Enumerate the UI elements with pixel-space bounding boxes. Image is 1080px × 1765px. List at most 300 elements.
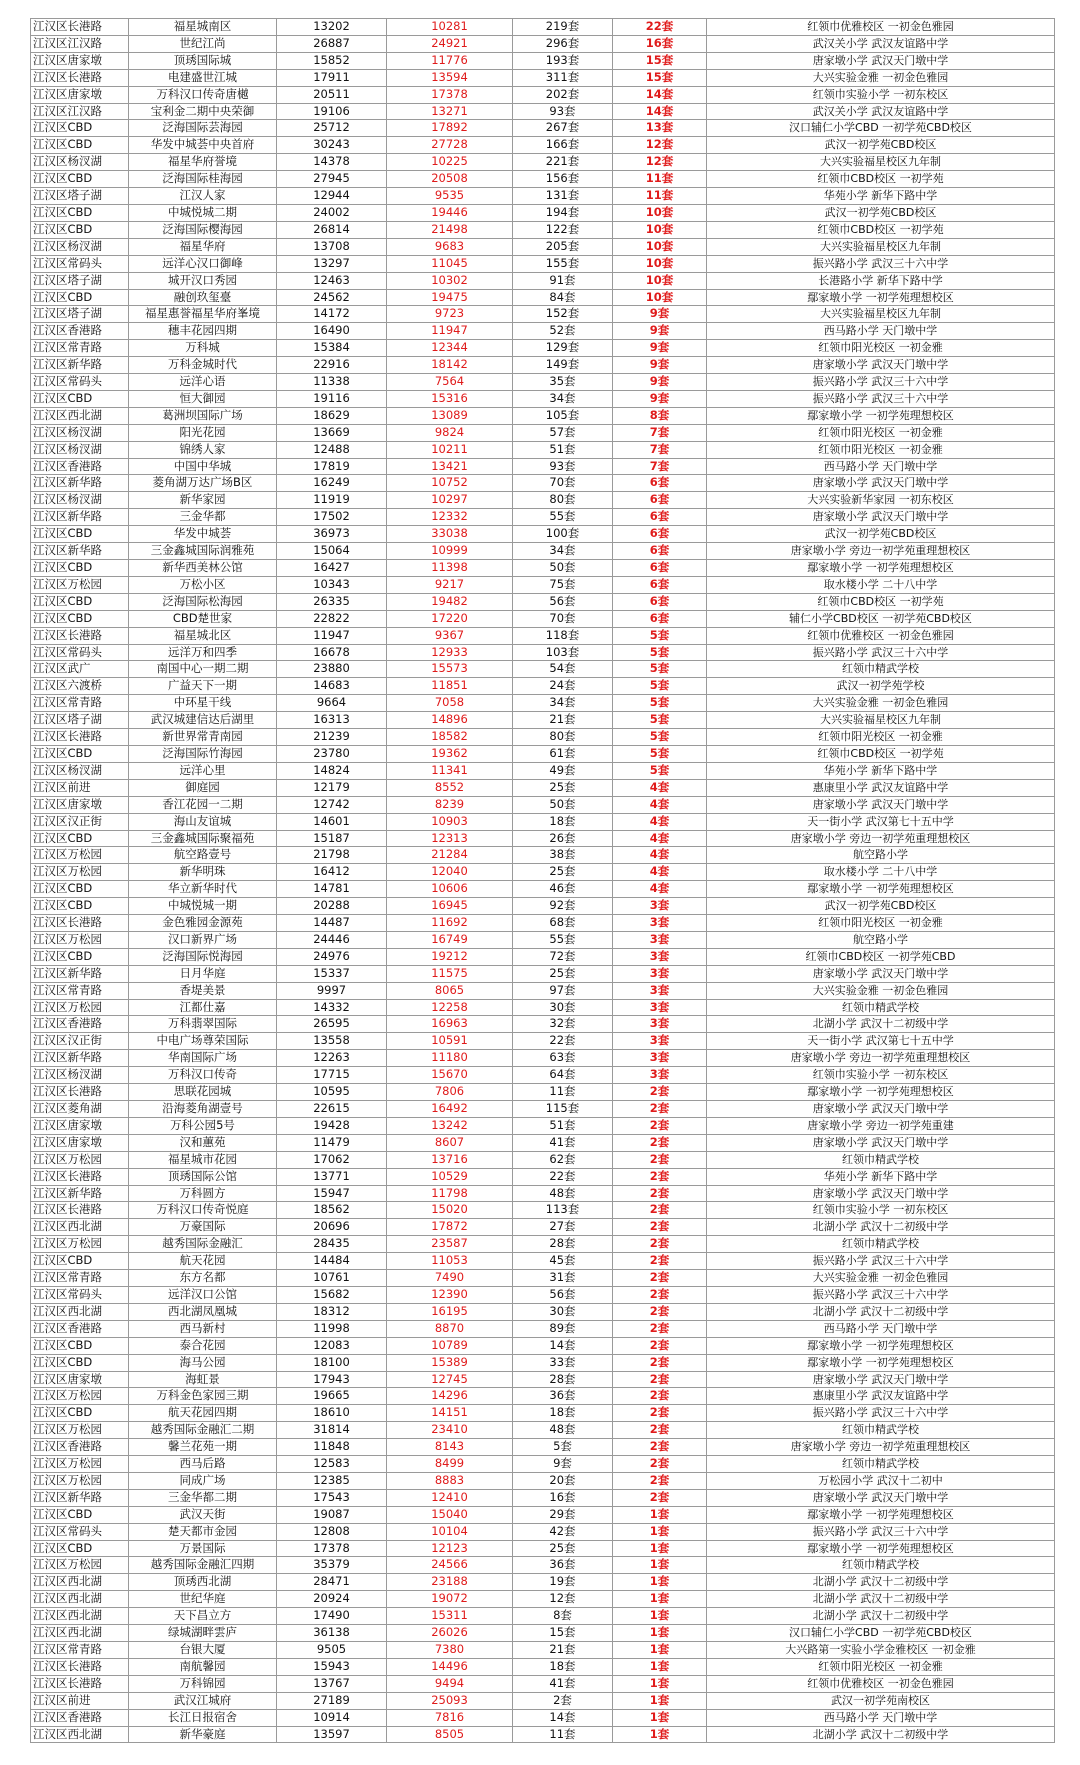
school-cell: 振兴路小学 武汉三十六中学 [707,255,1055,272]
table-row [31,1084,1055,1101]
community-cell: 越秀国际金融汇 [129,1236,277,1253]
deal-count-cell: 9套 [613,340,707,357]
table-row [31,1337,1055,1354]
school-cell: 鄢家墩小学 一初学苑理想校区 [707,1084,1055,1101]
district-cell: 江汉区长港路 [31,729,129,746]
listing-price-cell: 9997 [277,982,387,999]
school-cell: 北湖小学 武汉十二初级中学 [707,1726,1055,1743]
listing-count-cell: 26套 [513,830,613,847]
deal-count-cell: 7套 [613,458,707,475]
table-row [31,374,1055,391]
community-cell: 泛海国际竹海园 [129,745,277,762]
school-cell: 大兴实验福星校区九年制 [707,154,1055,171]
school-cell: 振兴路小学 武汉三十六中学 [707,644,1055,661]
table-row [31,745,1055,762]
listing-price-cell: 18629 [277,407,387,424]
district-cell: 江汉区菱角湖 [31,1101,129,1118]
deal-price-cell: 12332 [387,509,513,526]
school-cell: 大兴实验金雅 一初金色雅园 [707,982,1055,999]
deal-price-cell: 12745 [387,1371,513,1388]
table-row [31,864,1055,881]
district-cell: 江汉区新华路 [31,357,129,374]
deal-price-cell: 25093 [387,1692,513,1709]
deal-count-cell: 4套 [613,779,707,796]
community-cell: 世纪华庭 [129,1591,277,1608]
school-cell: 华苑小学 新华下路中学 [707,188,1055,205]
table-row [31,137,1055,154]
district-cell: 江汉区万松园 [31,1236,129,1253]
listing-count-cell: 21套 [513,712,613,729]
listing-price-cell: 12083 [277,1337,387,1354]
deal-count-cell: 2套 [613,1084,707,1101]
deal-price-cell: 8607 [387,1134,513,1151]
deal-count-cell: 2套 [613,1117,707,1134]
community-cell: 日月华庭 [129,965,277,982]
district-cell: 江汉区长港路 [31,1168,129,1185]
deal-price-cell: 7058 [387,695,513,712]
table-row [31,1151,1055,1168]
table-row [31,390,1055,407]
school-cell: 鄢家墩小学 一初学苑理想校区 [707,881,1055,898]
listing-count-cell: 33套 [513,1354,613,1371]
district-cell: 江汉区CBD [31,745,129,762]
school-cell: 红领巾实验小学 一初东校区 [707,1067,1055,1084]
listing-count-cell: 122套 [513,221,613,238]
deal-price-cell: 21284 [387,847,513,864]
community-cell: 顶琇国际公馆 [129,1168,277,1185]
deal-price-cell: 20508 [387,171,513,188]
deal-count-cell: 2套 [613,1101,707,1118]
listing-count-cell: 205套 [513,238,613,255]
listing-price-cell: 18562 [277,1202,387,1219]
deal-price-cell: 7380 [387,1642,513,1659]
school-cell: 西马路小学 天门墩中学 [707,1709,1055,1726]
deal-count-cell: 1套 [613,1625,707,1642]
table-row [31,1303,1055,1320]
listing-count-cell: 9套 [513,1456,613,1473]
listing-count-cell: 97套 [513,982,613,999]
deal-count-cell: 1套 [613,1591,707,1608]
school-cell: 鄢家墩小学 一初学苑理想校区 [707,1337,1055,1354]
deal-count-cell: 1套 [613,1608,707,1625]
community-cell: 海马公园 [129,1354,277,1371]
deal-price-cell: 15573 [387,661,513,678]
deal-count-cell: 2套 [613,1151,707,1168]
table-row [31,1202,1055,1219]
deal-price-cell: 13089 [387,407,513,424]
deal-price-cell: 10281 [387,19,513,36]
school-cell: 西马路小学 天门墩中学 [707,323,1055,340]
deal-price-cell: 15020 [387,1202,513,1219]
listing-count-cell: 70套 [513,610,613,627]
listing-price-cell: 15064 [277,543,387,560]
community-cell: 西马新村 [129,1320,277,1337]
community-cell: 万科金城时代 [129,357,277,374]
listing-count-cell: 152套 [513,306,613,323]
listing-count-cell: 91套 [513,272,613,289]
deal-count-cell: 2套 [613,1303,707,1320]
listing-count-cell: 15套 [513,1625,613,1642]
district-cell: 江汉区汉正街 [31,813,129,830]
table-row [31,69,1055,86]
listing-price-cell: 12742 [277,796,387,813]
deal-count-cell: 5套 [613,695,707,712]
deal-count-cell: 6套 [613,492,707,509]
listing-price-cell: 20696 [277,1219,387,1236]
table-row [31,52,1055,69]
community-cell: 汉和蕙苑 [129,1134,277,1151]
listing-price-cell: 31814 [277,1422,387,1439]
listing-count-cell: 22套 [513,1033,613,1050]
district-cell: 江汉区西北湖 [31,1591,129,1608]
table-row [31,965,1055,982]
listing-price-cell: 26814 [277,221,387,238]
deal-price-cell: 11692 [387,915,513,932]
school-cell: 红领巾阳光校区 一初金雅 [707,424,1055,441]
district-cell: 江汉区万松园 [31,576,129,593]
listing-count-cell: 57套 [513,424,613,441]
deal-count-cell: 2套 [613,1270,707,1287]
community-cell: 绿城湖畔雲庐 [129,1625,277,1642]
deal-count-cell: 13套 [613,120,707,137]
deal-count-cell: 2套 [613,1337,707,1354]
deal-count-cell: 4套 [613,847,707,864]
deal-count-cell: 9套 [613,357,707,374]
deal-count-cell: 2套 [613,1134,707,1151]
community-cell: 武汉天街 [129,1506,277,1523]
deal-count-cell: 11套 [613,188,707,205]
listing-price-cell: 13297 [277,255,387,272]
school-cell: 鄢家墩小学 一初学苑理想校区 [707,1354,1055,1371]
listing-count-cell: 18套 [513,1405,613,1422]
listing-price-cell: 24002 [277,204,387,221]
deal-count-cell: 4套 [613,813,707,830]
district-cell: 江汉区新华路 [31,1489,129,1506]
table-row [31,441,1055,458]
deal-price-cell: 9535 [387,188,513,205]
district-cell: 江汉区香港路 [31,1320,129,1337]
deal-price-cell: 11398 [387,560,513,577]
table-row [31,526,1055,543]
listing-count-cell: 34套 [513,695,613,712]
deal-count-cell: 7套 [613,441,707,458]
deal-count-cell: 1套 [613,1540,707,1557]
deal-price-cell: 10591 [387,1033,513,1050]
community-cell: 中国中华城 [129,458,277,475]
listing-count-cell: 129套 [513,340,613,357]
deal-price-cell: 13594 [387,69,513,86]
deal-price-cell: 11776 [387,52,513,69]
district-cell: 江汉区唐家墩 [31,52,129,69]
listing-count-cell: 219套 [513,19,613,36]
table-row [31,1354,1055,1371]
community-cell: 武汉城建信达后湖里 [129,712,277,729]
deal-count-cell: 3套 [613,898,707,915]
district-cell: 江汉区万松园 [31,1472,129,1489]
district-cell: 江汉区香港路 [31,1439,129,1456]
school-cell: 红领巾优雅校区 一初金色雅园 [707,1675,1055,1692]
community-cell: 台银大厦 [129,1642,277,1659]
deal-price-cell: 16945 [387,898,513,915]
deal-price-cell: 17378 [387,86,513,103]
district-cell: 江汉区香港路 [31,1709,129,1726]
school-cell: 红领巾阳光校区 一初金雅 [707,1658,1055,1675]
listing-count-cell: 56套 [513,1286,613,1303]
school-cell: 航空路小学 [707,847,1055,864]
school-cell: 唐家墩小学 武汉天门墩中学 [707,796,1055,813]
deal-count-cell: 9套 [613,306,707,323]
deal-price-cell: 9723 [387,306,513,323]
deal-price-cell: 14896 [387,712,513,729]
deal-price-cell: 7564 [387,374,513,391]
school-cell: 大兴实验福星校区九年制 [707,238,1055,255]
school-cell: 唐家墩小学 旁边一初学苑重建 [707,1117,1055,1134]
listing-sheet [30,18,1054,1743]
deal-price-cell: 16963 [387,1016,513,1033]
table-row [31,86,1055,103]
school-cell: 鄢家墩小学 一初学苑理想校区 [707,560,1055,577]
deal-price-cell: 8499 [387,1456,513,1473]
deal-count-cell: 4套 [613,830,707,847]
deal-count-cell: 2套 [613,1168,707,1185]
deal-count-cell: 2套 [613,1456,707,1473]
deal-price-cell: 9494 [387,1675,513,1692]
school-cell: 武汉一初学苑学校 [707,678,1055,695]
community-cell: 福星惠誉福星华府峯境 [129,306,277,323]
community-cell: 新华明珠 [129,864,277,881]
listing-price-cell: 23780 [277,745,387,762]
listing-count-cell: 103套 [513,644,613,661]
school-cell: 振兴路小学 武汉三十六中学 [707,1286,1055,1303]
community-cell: 万科城 [129,340,277,357]
district-cell: 江汉区万松园 [31,1151,129,1168]
listing-count-cell: 118套 [513,627,613,644]
school-cell: 红领巾精武学校 [707,1236,1055,1253]
district-cell: 江汉区塔子湖 [31,712,129,729]
listing-price-cell: 19116 [277,390,387,407]
community-cell: 葛洲坝国际广场 [129,407,277,424]
community-cell: 远洋心语 [129,374,277,391]
deal-price-cell: 12344 [387,340,513,357]
listing-count-cell: 41套 [513,1675,613,1692]
school-cell: 武汉一初学苑CBD校区 [707,526,1055,543]
listing-price-cell: 12808 [277,1523,387,1540]
table-row [31,1050,1055,1067]
district-cell: 江汉区万松园 [31,1388,129,1405]
district-cell: 江汉区西北湖 [31,1726,129,1743]
district-cell: 江汉区CBD [31,1405,129,1422]
district-cell: 江汉区香港路 [31,458,129,475]
deal-price-cell: 8065 [387,982,513,999]
district-cell: 江汉区常码头 [31,644,129,661]
school-cell: 武汉关小学 武汉友谊路中学 [707,103,1055,120]
community-cell: 三金鑫城国际聚福苑 [129,830,277,847]
deal-count-cell: 6套 [613,593,707,610]
listing-count-cell: 202套 [513,86,613,103]
community-cell: 万景国际 [129,1540,277,1557]
table-row [31,1591,1055,1608]
listing-price-cell: 17502 [277,509,387,526]
district-cell: 江汉区CBD [31,881,129,898]
community-cell: 万科汉口传奇悦庭 [129,1202,277,1219]
deal-count-cell: 1套 [613,1642,707,1659]
table-row [31,1692,1055,1709]
listing-count-cell: 75套 [513,576,613,593]
school-cell: 唐家墩小学 武汉天门墩中学 [707,1371,1055,1388]
deal-price-cell: 16195 [387,1303,513,1320]
listing-price-cell: 14172 [277,306,387,323]
table-row [31,188,1055,205]
school-cell: 振兴路小学 武汉三十六中学 [707,374,1055,391]
school-cell: 惠康里小学 武汉友谊路中学 [707,1388,1055,1405]
table-row [31,1270,1055,1287]
deal-count-cell: 6套 [613,543,707,560]
table-row [31,678,1055,695]
listing-price-cell: 15852 [277,52,387,69]
district-cell: 江汉区长港路 [31,69,129,86]
district-cell: 江汉区杨汊湖 [31,492,129,509]
table-row [31,1489,1055,1506]
listing-count-cell: 11套 [513,1084,613,1101]
listing-count-cell: 32套 [513,1016,613,1033]
school-cell: 鄢家墩小学 一初学苑理想校区 [707,289,1055,306]
listing-count-cell: 19套 [513,1574,613,1591]
district-cell: 江汉区常青路 [31,982,129,999]
listing-count-cell: 156套 [513,171,613,188]
listing-count-cell: 68套 [513,915,613,932]
listing-count-cell: 72套 [513,948,613,965]
table-row [31,1286,1055,1303]
deal-price-cell: 9683 [387,238,513,255]
listing-price-cell: 16313 [277,712,387,729]
listing-count-cell: 5套 [513,1439,613,1456]
school-cell: 唐家墩小学 武汉天门墩中学 [707,509,1055,526]
deal-price-cell: 17220 [387,610,513,627]
community-cell: 华发中城荟 [129,526,277,543]
school-cell: 汉口辅仁小学CBD 一初学苑CBD校区 [707,1625,1055,1642]
listing-price-cell: 30243 [277,137,387,154]
community-cell: 海山友谊城 [129,813,277,830]
district-cell: 江汉区前进 [31,1692,129,1709]
listing-price-cell: 21239 [277,729,387,746]
deal-count-cell: 3套 [613,1050,707,1067]
community-cell: 三金华都 [129,509,277,526]
community-cell: 新华家园 [129,492,277,509]
school-cell: 振兴路小学 武汉三十六中学 [707,390,1055,407]
listing-count-cell: 155套 [513,255,613,272]
table-row [31,19,1055,36]
school-cell: 红领巾精武学校 [707,1151,1055,1168]
community-cell: 华立新华时代 [129,881,277,898]
community-cell: 西马后路 [129,1456,277,1473]
deal-price-cell: 17892 [387,120,513,137]
district-cell: 江汉区常码头 [31,374,129,391]
listing-price-cell: 26887 [277,35,387,52]
listing-price-cell: 12488 [277,441,387,458]
listing-price-cell: 27945 [277,171,387,188]
school-cell: 红领巾精武学校 [707,661,1055,678]
community-cell: 泛海国际樱海园 [129,221,277,238]
table-row [31,796,1055,813]
listing-count-cell: 30套 [513,1303,613,1320]
community-cell: 万科翡翠国际 [129,1016,277,1033]
deal-price-cell: 15389 [387,1354,513,1371]
listing-price-cell: 23880 [277,661,387,678]
community-cell: 三金鑫城国际润雅苑 [129,543,277,560]
community-cell: 泰合花园 [129,1337,277,1354]
deal-price-cell: 11947 [387,323,513,340]
deal-count-cell: 2套 [613,1439,707,1456]
deal-count-cell: 5套 [613,644,707,661]
school-cell: 航空路小学 [707,931,1055,948]
school-cell: 红领巾精武学校 [707,1557,1055,1574]
listing-count-cell: 149套 [513,357,613,374]
table-row [31,712,1055,729]
community-cell: 锦绣人家 [129,441,277,458]
deal-price-cell: 19446 [387,204,513,221]
community-cell: 阳光花园 [129,424,277,441]
deal-price-cell: 14296 [387,1388,513,1405]
community-cell: 越秀国际金融汇二期 [129,1422,277,1439]
listing-count-cell: 27套 [513,1219,613,1236]
district-cell: 江汉区万松园 [31,864,129,881]
school-cell: 大兴实验金雅 一初金色雅园 [707,695,1055,712]
listing-price-cell: 13558 [277,1033,387,1050]
listing-price-cell: 20288 [277,898,387,915]
listing-price-cell: 19087 [277,1506,387,1523]
deal-price-cell: 24566 [387,1557,513,1574]
school-cell: 唐家墩小学 武汉天门墩中学 [707,1101,1055,1118]
school-cell: 振兴路小学 武汉三十六中学 [707,1523,1055,1540]
listing-count-cell: 48套 [513,1185,613,1202]
listing-count-cell: 296套 [513,35,613,52]
deal-count-cell: 7套 [613,424,707,441]
community-cell: 中城悦城二期 [129,204,277,221]
listing-price-cell: 17378 [277,1540,387,1557]
listing-count-cell: 50套 [513,796,613,813]
table-row [31,627,1055,644]
listing-price-cell: 17490 [277,1608,387,1625]
deal-price-cell: 12410 [387,1489,513,1506]
school-cell: 大兴实验福星校区九年制 [707,712,1055,729]
district-cell: 江汉区万松园 [31,847,129,864]
deal-count-cell: 9套 [613,374,707,391]
community-cell: 同成广场 [129,1472,277,1489]
district-cell: 江汉区长港路 [31,627,129,644]
listing-count-cell: 70套 [513,475,613,492]
school-cell: 西马路小学 天门墩中学 [707,458,1055,475]
listing-price-cell: 24976 [277,948,387,965]
listing-price-cell: 14332 [277,999,387,1016]
district-cell: 江汉区CBD [31,1354,129,1371]
district-cell: 江汉区汉正街 [31,1033,129,1050]
table-row [31,1439,1055,1456]
listing-price-cell: 16412 [277,864,387,881]
district-cell: 江汉区香港路 [31,1016,129,1033]
district-cell: 江汉区唐家墩 [31,1117,129,1134]
listing-price-cell: 35379 [277,1557,387,1574]
deal-count-cell: 1套 [613,1726,707,1743]
table-row [31,458,1055,475]
table-row [31,898,1055,915]
community-cell: 华南国际广场 [129,1050,277,1067]
listing-count-cell: 36套 [513,1557,613,1574]
listing-count-cell: 25套 [513,864,613,881]
listing-count-cell: 54套 [513,661,613,678]
deal-count-cell: 3套 [613,1067,707,1084]
table-row [31,1168,1055,1185]
deal-count-cell: 2套 [613,1253,707,1270]
